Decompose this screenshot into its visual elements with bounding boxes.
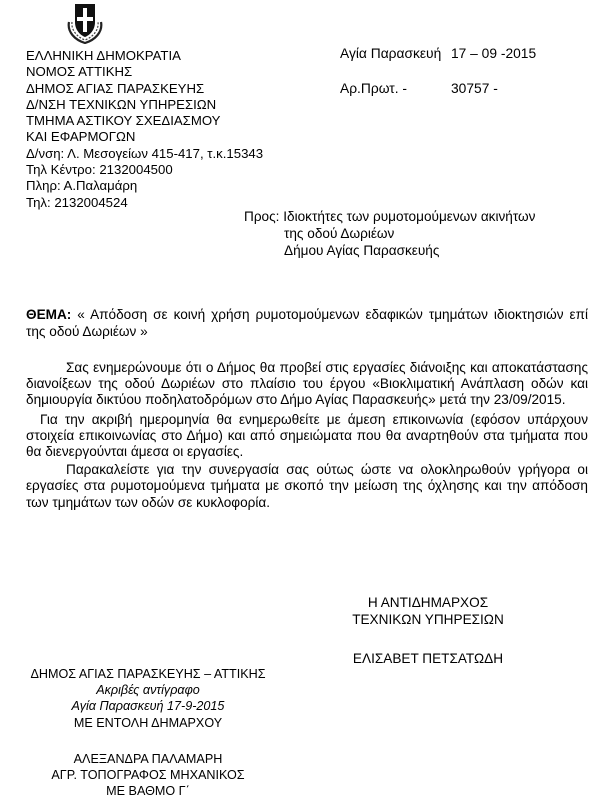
subject-label: ΘΕΜΑ: [26, 307, 72, 322]
certified-line: ΜΕ ΕΝΤΟΛΗ ΔΗΜΑΡΧΟΥ [73, 715, 223, 730]
protocol-label: Αρ.Πρωτ. - [340, 81, 407, 96]
recipient-label: Προς: [244, 209, 280, 224]
greek-emblem-icon [63, 0, 107, 44]
sender-line: Δ/νση: Λ. Μεσογείων 415-417, τ.κ.15343 [26, 145, 264, 161]
sender-line: ΔΗΜΟΣ ΑΓΙΑΣ ΠΑΡΑΣΚΕΥΗΣ [26, 80, 205, 96]
certified-copy-block [26, 666, 270, 799]
sender-line: Τηλ: 2132004524 [26, 194, 128, 210]
sender-line: Πληρ: Α.Παλαμάρη [26, 178, 138, 194]
recipient-line: Δήμου Αγίας Παρασκευής [284, 243, 440, 258]
body-paragraph: Παρακαλείστε για την συνεργασία σας ούτως ώστε να ολοκληρωθούν γρήγορα οι εργασίες στα ρυμοτομούμενα τμήματα με σκοπό την μείωση της όχλησης και την απόδοση των τμημάτων των οδών σε κυκλοφορία. [26, 462, 588, 510]
body-paragraph: Σας ενημερώνουμε ότι ο Δήμος θα προβεί στις εργασίες διάνοιξης και αποκατάστασης διανοίξεων της οδού Δωριέων στο πλαίσιο του έργου «Βιοκλιματική Ανάπλαση οδών και δημιουργία δικτύου ποδηλατοδρόμων στο Δήμο Αγίας Παρασκευής» μετά την 23/09/2015. [26, 360, 588, 408]
protocol-number: 30757 - [451, 81, 498, 96]
signatory-name: ΕΛΙΣΑΒΕΤ ΠΕΤΣΑΤΩΔΗ [352, 651, 504, 666]
sender-line: ΝΟΜΟΣ ΑΤΤΙΚΗΣ [26, 64, 133, 80]
sender-line: Δ/ΝΣΗ ΤΕΧΝΙΚΩΝ ΥΠΗΡΕΣΙΩΝ [26, 96, 217, 112]
certified-line: Ακριβές αντίγραφο [96, 683, 200, 698]
certifier-name: ΑΛΕΞΑΝΔΡΑ ΠΑΛΑΜΑΡΗ [73, 751, 223, 766]
date-protocol-block [340, 46, 536, 99]
certified-line: Αγία Παρασκευή 17-9-2015 [71, 699, 225, 714]
subject-text: « Απόδοση σε κοινή χρήση ρυμοτομούμενων εδαφικών τμημάτων ιδιοκτησιών επί της οδού Δωριέων » [26, 307, 588, 339]
certified-line: ΔΗΜΟΣ ΑΓΙΑΣ ΠΑΡΑΣΚΕΥΗΣ – ΑΤΤΙΚΗΣ [30, 667, 266, 681]
signature-block [300, 594, 556, 667]
sender-line: ΕΛΛΗΝΙΚΗ ΔΗΜΟΚΡΑΤΙΑ [26, 48, 181, 63]
signature-title: ΤΕΧΝΙΚΩΝ ΥΠΗΡΕΣΙΩΝ [352, 612, 504, 627]
sender-line: ΚΑΙ ΕΦΑΡΜΟΓΩΝ [26, 129, 136, 145]
recipient-block [244, 208, 535, 259]
recipient-line: Ιδιοκτήτες των ρυμοτομούμενων ακινήτων [283, 209, 536, 224]
sender-line: Τηλ Κέντρο: 2132004500 [26, 162, 173, 178]
recipient-line: της οδού Δωριέων [284, 226, 395, 241]
document-date: 17 – 09 -2015 [451, 46, 537, 61]
place-label: Αγία Παρασκευή [340, 46, 442, 61]
sender-block [26, 48, 263, 211]
sender-line: ΤΜΗΜΑ ΑΣΤΙΚΟΥ ΣΧΕΔΙΑΣΜΟΥ [26, 113, 221, 129]
subject-block [26, 306, 588, 340]
certifier-role: ΑΓΡ. ΤΟΠΟΓΡΑΦΟΣ ΜΗΧΑΝΙΚΟΣ [51, 768, 245, 783]
certifier-grade: ΜΕ ΒΑΘΜΟ Γ΄ [106, 784, 190, 799]
signature-title: Η ΑΝΤΙΔΗΜΑΡΧΟΣ [367, 595, 489, 610]
body-paragraph: Για την ακριβή ημερομηνία θα ενημερωθείτε με άμεση επικοινωνία (εφόσον υπάρχουν στοιχεία επικοινωνίας στο Δήμο) και από σημειώματα που θα αναρτηθούν στα τμήματα που θα διενεργούνται άμεσα οι εργασίες. [26, 411, 588, 460]
letter-body [26, 360, 588, 511]
